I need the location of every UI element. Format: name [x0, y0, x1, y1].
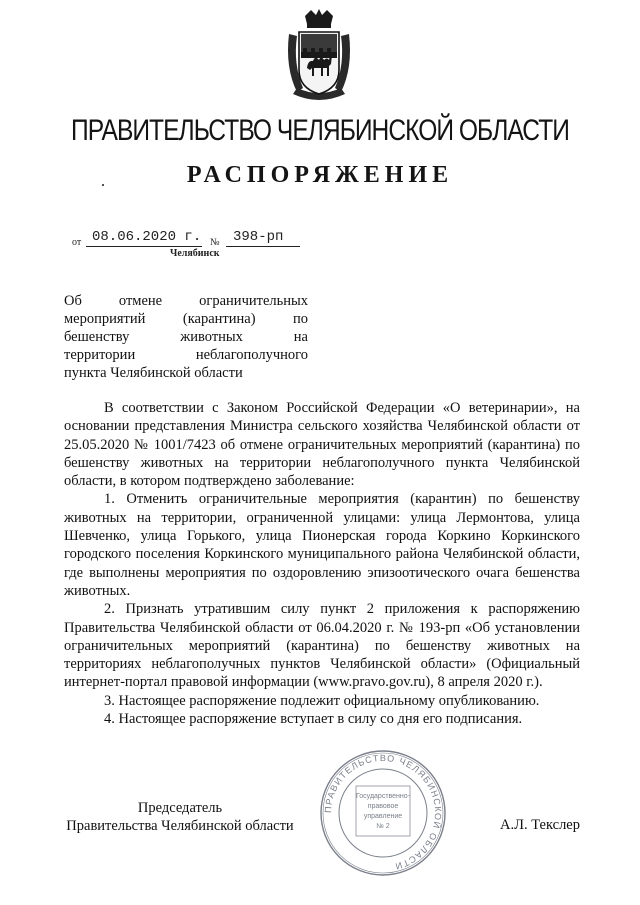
body-paragraph-item-1: 1. Отменить ограничительные мероприятия (карантин) по бешенству животных на территории, ограниченной улицами: улица Лермонтова, улица Шевченко, улица Горького, улица Пионерская города Коркино Коркинского городского поселения Коркинского муниципального района Челябинской области, где выполнены мероприятия по оздоровлению эпизоотического очага бешенства животных. — [64, 491, 580, 599]
signer-position — [0, 799, 360, 835]
date-underline — [86, 246, 202, 247]
number-underline — [226, 246, 300, 247]
coat-of-arms-emblem — [283, 8, 355, 106]
stamp-center-line: управление — [363, 813, 403, 820]
stamp-center-line: Государственно- — [355, 793, 411, 800]
body-paragraph-item-3: 3. Настоящее распоряжение подлежит официальному опубликованию. — [104, 692, 540, 709]
stamp-center-line: правовое — [367, 803, 399, 810]
body-paragraph-preamble: В соответствии с Законом Российской Федерации «О ветеринарии», на основании представления Министра сельского хозяйства Челябинской области от 25.05.2020 № 1001/7423 об отмене ограничительных мероприятий (карантина) по бешенству животных на территории неблагополучного пункта Челябинской области, в котором подтверждено заболевание: — [64, 400, 580, 490]
registration-number: 398-рп — [233, 229, 284, 245]
document-subject — [64, 292, 308, 382]
body-paragraph-item-2: 2. Признать утратившим силу пункт 2 приложения к распоряжению Правительства Челябинской области от 06.04.2020 г. № 193-рп «Об установлении ограничительных мероприятий (карантина) по бешенству животных на территориях неблагополучных пунктов Челябинской области» (Официальный интернет-портал правовой информации (www.pravo.gov.ru), 8 апреля 2020 г.). — [64, 601, 580, 691]
date-prefix: от — [72, 237, 82, 248]
signer-title-line2: Правительства Челябинской области — [66, 818, 294, 834]
city-label: Челябинск — [170, 248, 220, 259]
document-type-title: РАСПОРЯЖЕНИЕ — [186, 162, 454, 188]
stamp-center-line: № 2 — [376, 823, 390, 830]
registration-date: 08.06.2020 г. — [92, 229, 202, 245]
signer-title-line1: Председатель — [137, 800, 223, 816]
document-body — [64, 399, 580, 728]
official-stamp-seal — [318, 748, 448, 878]
subject-line: территории неблагополучного — [64, 347, 308, 363]
subject-line: Об отмене ограничительных — [64, 293, 308, 309]
margin-dot — [102, 184, 104, 186]
number-prefix: № — [210, 237, 220, 248]
subject-line: мероприятий (карантина) по — [64, 311, 308, 327]
stamp-ring-text: ПРАВИТЕЛЬСТВО ЧЕЛЯБИНСКОЙ ОБЛАСТИ — [322, 752, 444, 872]
subject-line: бешенству животных на — [64, 329, 308, 345]
organization-title: ПРАВИТЕЛЬСТВО ЧЕЛЯБИНСКОЙ ОБЛАСТИ — [71, 114, 569, 147]
subject-line: пункта Челябинской области — [64, 365, 243, 381]
signer-name: А.Л. Текслер — [500, 817, 580, 833]
body-paragraph-item-4: 4. Настоящее распоряжение вступает в силу со дня его подписания. — [104, 711, 523, 728]
